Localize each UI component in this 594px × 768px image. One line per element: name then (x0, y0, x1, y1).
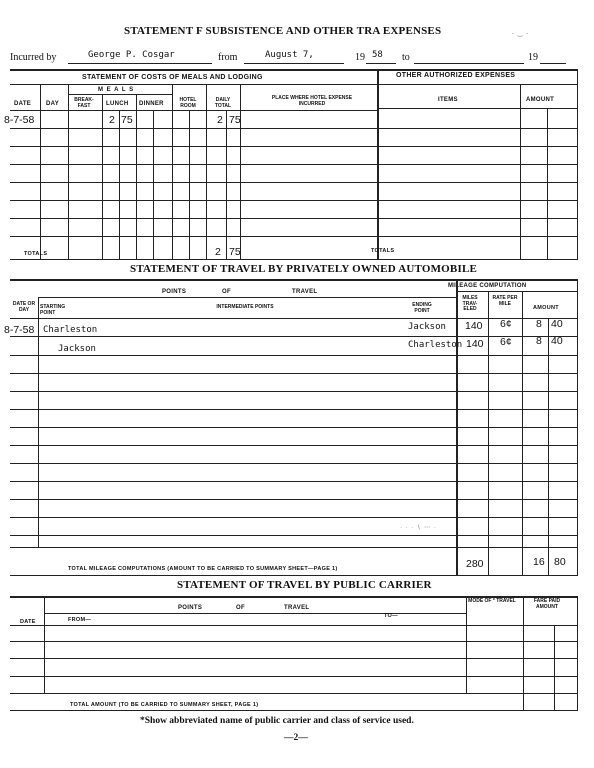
auto-col-date: DATE OR DAY (12, 301, 36, 313)
auto-row2-amount-cents: 40 (551, 335, 563, 347)
other-expenses-heading: OTHER AUTHORIZED EXPENSES (396, 72, 516, 79)
auto-row1-start: Charleston (43, 325, 98, 335)
corner-mark: - ‿ - (512, 31, 530, 37)
page-title: STATEMENT F SUBSISTENCE AND OTHER TRA EXPENSES (124, 25, 442, 37)
auto-row2-start: Jackson (58, 344, 96, 354)
auto-heading: STATEMENT OF TRAVEL BY PRIVATELY OWNED AUTOMOBILE (130, 263, 478, 275)
carrier-heading: STATEMENT OF TRAVEL BY PUBLIC CARRIER (177, 579, 432, 591)
col-date: DATE (14, 101, 32, 107)
col-breakfast: BREAK- FAST (74, 97, 94, 109)
carrier-of-label: OF (236, 605, 245, 611)
meal-row1-daily-cents: 75 (229, 114, 241, 126)
auto-col-rate: RATE PER MILE (492, 295, 518, 307)
col-daily-total: DAILY TOTAL (214, 97, 232, 109)
auto-row2-amount-dollars: 8 (536, 335, 542, 347)
auto-row2-miles: 140 (466, 338, 484, 350)
auto-total-miles: 280 (466, 558, 484, 570)
to-year-prefix: 19 (528, 52, 538, 63)
auto-travel-label: TRAVEL (292, 289, 318, 295)
carrier-travel-label: TRAVEL (284, 605, 310, 611)
carrier-col-fare: FARE PAID AMOUNT (533, 598, 561, 610)
auto-points-label: POINTS (162, 289, 187, 295)
year-value: 58 (372, 50, 383, 60)
meal-row1-lunch-dollars: 2 (109, 114, 115, 126)
auto-row1-rate: 6¢ (500, 318, 512, 330)
carrier-col-mode: MODE OF * TRAVEL (468, 598, 516, 604)
auto-row1-amount-cents: 40 (551, 318, 563, 330)
meals-group-label: M E A L S (98, 87, 135, 93)
auto-col-amount: AMOUNT (533, 305, 559, 311)
col-day: DAY (46, 101, 60, 107)
incurred-by-name: George P. Cosgar (88, 50, 175, 60)
meals-totals-cents: 75 (229, 246, 241, 258)
auto-row2-end: Charleston (408, 340, 463, 350)
col-dinner: DINNER (139, 101, 164, 107)
col-hotel-room: HOTEL ROOM (179, 97, 197, 109)
auto-col-miles: MILES TRAV- ELED (462, 295, 478, 312)
auto-col-intermediate: INTERMEDIATE POINTS (216, 304, 274, 310)
col-amount: AMOUNT (526, 97, 555, 103)
carrier-col-from: FROM— (68, 617, 92, 623)
auto-row1-end: Jackson (408, 322, 446, 332)
meals-heading: STATEMENT OF COSTS OF MEALS AND LODGING (82, 74, 263, 81)
carrier-total-label: TOTAL AMOUNT (TO BE CARRIED TO SUMMARY SHEET, PAGE 1) (70, 702, 259, 708)
carrier-col-to: TO— (384, 613, 398, 619)
col-items: ITEMS (438, 97, 458, 103)
auto-col-start: STARTING POINT (40, 304, 66, 316)
from-label: from (218, 52, 238, 63)
meal-row1-lunch-cents: 75 (121, 114, 133, 126)
mileage-heading: MILEAGE COMPUTATION (448, 283, 527, 289)
auto-row2-rate: 6¢ (500, 336, 512, 348)
auto-total-label: TOTAL MILEAGE COMPUTATIONS (AMOUNT TO BE CARRIED TO SUMMARY SHEET—PAGE 1) (68, 566, 338, 572)
faint-mark: · · ∙ ∖ ⋯ · (400, 525, 437, 531)
auto-of-label: OF (222, 289, 231, 295)
to-label: to (402, 52, 410, 63)
meals-totals-dollars: 2 (215, 246, 221, 258)
auto-col-end: ENDING POINT (412, 302, 432, 314)
col-place: PLACE WHERE HOTEL EXPENSE INCURRED (271, 95, 353, 107)
meals-totals-label: TOTALS (24, 251, 48, 257)
meal-row1-daily-dollars: 2 (217, 114, 223, 126)
carrier-points-label: POINTS (178, 605, 203, 611)
other-totals-label: TOTALS (371, 248, 395, 254)
carrier-col-date: DATE (20, 619, 36, 625)
auto-total-cents: 80 (554, 556, 566, 568)
auto-row1-amount-dollars: 8 (536, 318, 542, 330)
footnote: *Show abbreviated name of public carrier and class of service used. (140, 716, 414, 726)
meal-row1-date: 8-7-58 (4, 114, 35, 126)
auto-row1-miles: 140 (465, 320, 483, 332)
auto-total-dollars: 16 (533, 556, 545, 568)
page-number: —2— (284, 733, 308, 743)
year-prefix: 19 (355, 52, 365, 63)
col-lunch: LUNCH (106, 101, 129, 107)
auto-row1-date: 8-7-58 (4, 324, 35, 336)
from-date: August 7, (265, 50, 314, 60)
incurred-by-label: Incurred by (10, 52, 57, 63)
